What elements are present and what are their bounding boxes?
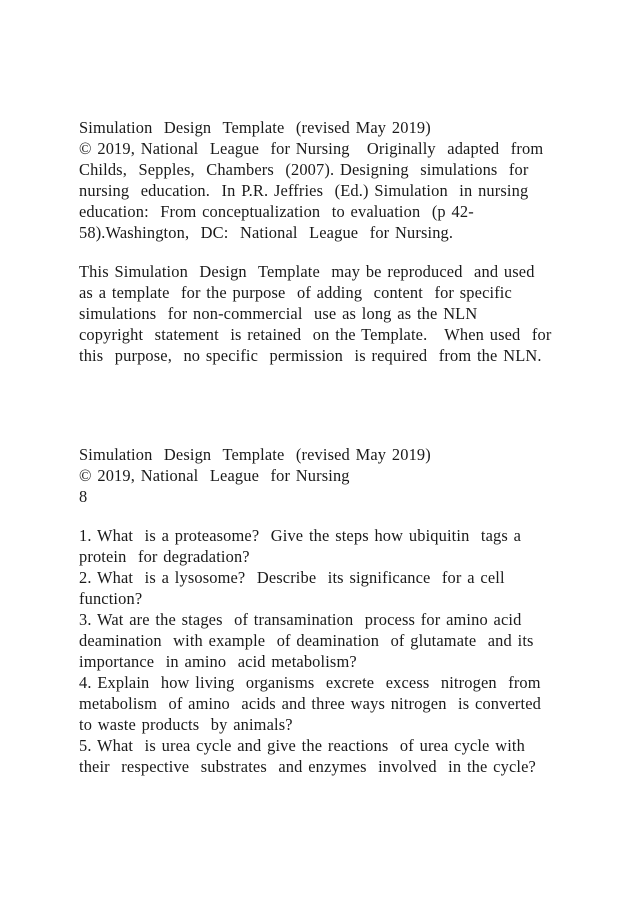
text-line: simulations for non-commercial use as long as the NLN bbox=[79, 304, 478, 323]
text-line: © 2019, National League for Nursing bbox=[79, 466, 350, 485]
page-number: 8 bbox=[79, 487, 88, 506]
text-line: This Simulation Design Template may be reproduced and used bbox=[79, 262, 535, 281]
question-line: protein for degradation? bbox=[79, 547, 250, 566]
question-line: their respective substrates and enzymes involved in the cycle? bbox=[79, 757, 536, 776]
text-line: education: From conceptualization to evaluation (p 42- bbox=[79, 202, 474, 221]
text-line: as a template for the purpose of adding content for specific bbox=[79, 283, 512, 302]
text-line: Simulation Design Template (revised May 2019) bbox=[79, 118, 431, 137]
question-line: importance in amino acid metabolism? bbox=[79, 652, 357, 671]
text-line: nursing education. In P.R. Jeffries (Ed.) Simulation in nursing bbox=[79, 181, 529, 200]
question-line: metabolism of amino acids and three ways nitrogen is converted bbox=[79, 694, 541, 713]
question-line: 5. What is urea cycle and give the reactions of urea cycle with bbox=[79, 736, 525, 755]
question-line: 1. What is a proteasome? Give the steps how ubiquitin tags a bbox=[79, 526, 522, 545]
question-line: to waste products by animals? bbox=[79, 715, 293, 734]
text-line: copyright statement is retained on the Template. When used for bbox=[79, 325, 552, 344]
text-line: Childs, Sepples, Chambers (2007). Designing simulations for bbox=[79, 160, 529, 179]
question-line: function? bbox=[79, 589, 143, 608]
text-line: this purpose, no specific permission is required from the NLN. bbox=[79, 346, 542, 365]
question-line: 4. Explain how living organisms excrete excess nitrogen from bbox=[79, 673, 541, 692]
text-line: 58).Washington, DC: National League for Nursing. bbox=[79, 223, 454, 242]
question-line: deamination with example of deamination of glutamate and its bbox=[79, 631, 534, 650]
question-line: 2. What is a lysosome? Describe its significance for a cell bbox=[79, 568, 505, 587]
question-line: 3. Wat are the stages of transamination process for amino acid bbox=[79, 610, 522, 629]
text-line: © 2019, National League for Nursing Originally adapted from bbox=[79, 139, 544, 158]
text-line: Simulation Design Template (revised May 2019) bbox=[79, 445, 431, 464]
